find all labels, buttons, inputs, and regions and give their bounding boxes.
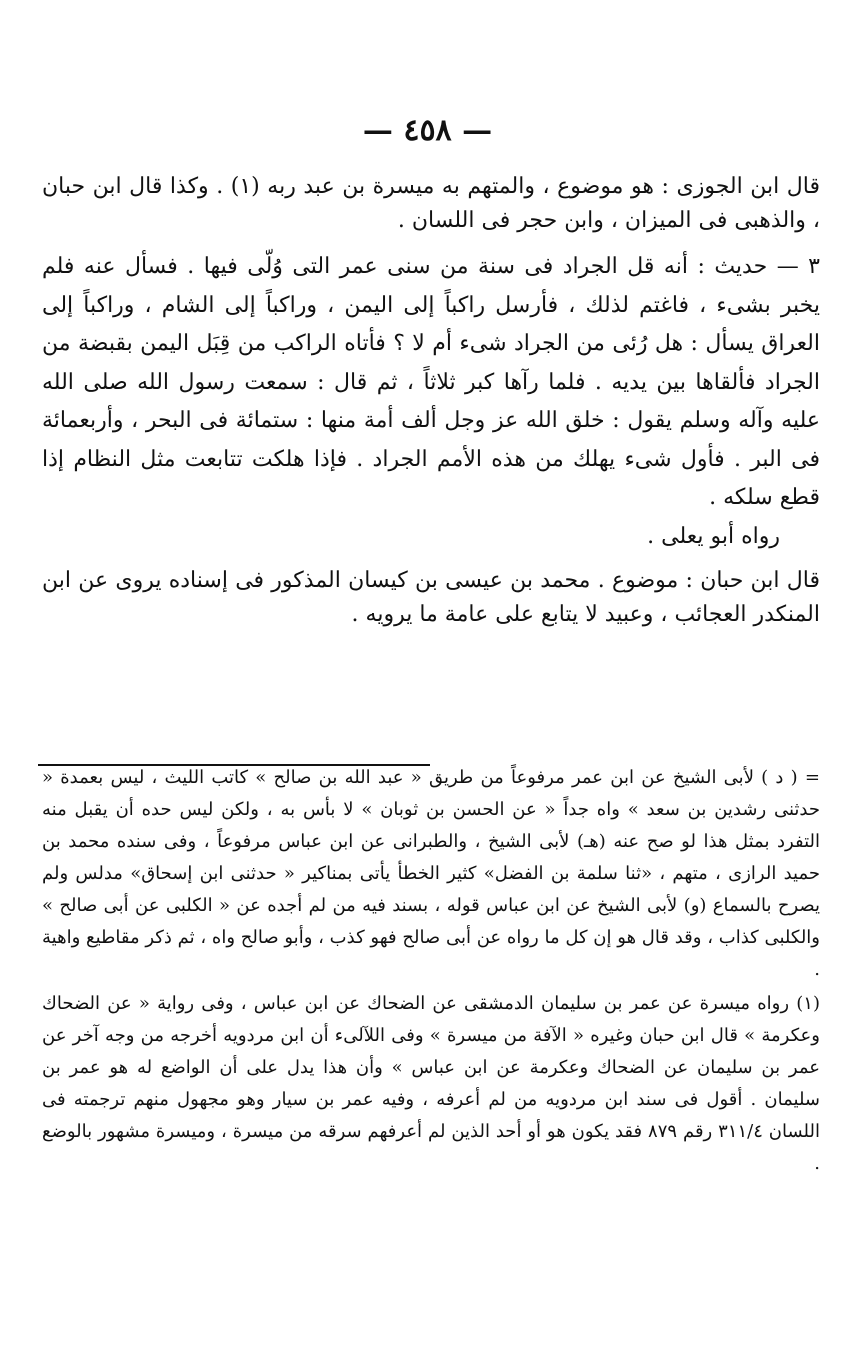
- paragraph-hadith-3: ٣ — حديث : أنه قل الجراد فى سنة من سنى عمر التى وُلّى فيها . فسأل عنه فلم يخبر بشىء ، فاغتم لذلك ، فأرسل راكباً إلى اليمن ، وراكباً إلى الشام ، وراكباً إلى العراق يسأل : هل رُئى من الجراد شىء أم لا ؟ فأتاه الراكب من قِبَل اليمن بقبضة من الجراد فألقاها بين يديه . فلما رآها كبر ثلاثاً ، ثم قال : سمعت رسول الله صلى الله عليه وآله وسلم يقول : خلق الله عز وجل ألف أمة منها : ستمائة فى البحر ، وأربعمائة فى البر . فأول شىء يهلك من هذه الأمم الجراد . فإذا هلكت تتابعت مثل النظام إذا قطع سلكه .: [42, 254, 820, 510]
- footnotes: [42, 762, 820, 1180]
- paragraph-narration: رواه أبو يعلى .: [647, 523, 780, 549]
- footnote-continuation: = ( د ) لأبى الشيخ عن ابن عمر مرفوعاً من طريق « عبد الله بن صالح » كاتب الليث ، ليس بعمدة « حدثنى رشدين بن سعد » واه جداً « عن الحسن بن ثوبان » لا بأس به ، ولكن ليس حده أن يقبل منه التفرد بمثل هذا لو صح عنه (هـ) لأبى الشيخ ، والطبرانى عن ابن عباس مرفوعاً ، وفى سنده محمد بن حميد الرازى ، متهم ، «ثنا سلمة بن الفضل» كثير الخطأ يأتى بمناكير « حدثنى ابن إسحاق» مدلس ولم يصرح بالسماع (و) لأبى الشيخ عن ابن عباس قوله ، بسند فيه من لم أجده عن « الكلبى عن أبى صالح » والكلبى كذاب ، وقد قال هو إن كل ما رواه عن أبى صالح فهو كذب ، وأبو صالح واه ، ثم ذكر مقاطيع واهية .: [42, 767, 820, 980]
- main-text: [42, 170, 820, 632]
- paragraph-ibn-hibban: قال ابن حبان : موضوع . محمد بن عيسى بن كيسان المذكور فى إسناده يروى عن ابن المنكدر العجائب ، وعبيد لا يتابع على عامة ما يرويه .: [42, 567, 820, 627]
- footnote-1: (١) رواه ميسرة عن عمر بن سليمان الدمشقى عن الضحاك عن ابن عباس ، وفى رواية « عن الضحاك وعكرمة » قال ابن حبان وغيره « الآفة من ميسرة » وفى اللآلىء أن ابن مردويه أخرجه من وجه آخر عن عمر بن سليمان عن الضحاك وعكرمة عن ابن عباس » وأن هذا يدل على أن الواضع له هو عمر بن سليمان . أقول فى سند ابن مردويه من لم أعرفه ، وفيه عمر بن سيار وهو مجهول منهم ترجمته فى اللسان ٣١١/٤ رقم ٨٧٩ فقد يكون هو أو أحد الذين لم أعرفهم سرقه من ميسرة ، وميسرة مشهور بالوضع .: [42, 993, 820, 1174]
- page-number: — ٤٥٨ —: [362, 113, 493, 148]
- paragraph-ibn-jawzi: قال ابن الجوزى : هو موضوع ، والمتهم به ميسرة بن عبد ربه (١) . وكذا قال ابن حبان ، والذهبى فى الميزان ، وابن حجر فى اللسان .: [42, 174, 820, 233]
